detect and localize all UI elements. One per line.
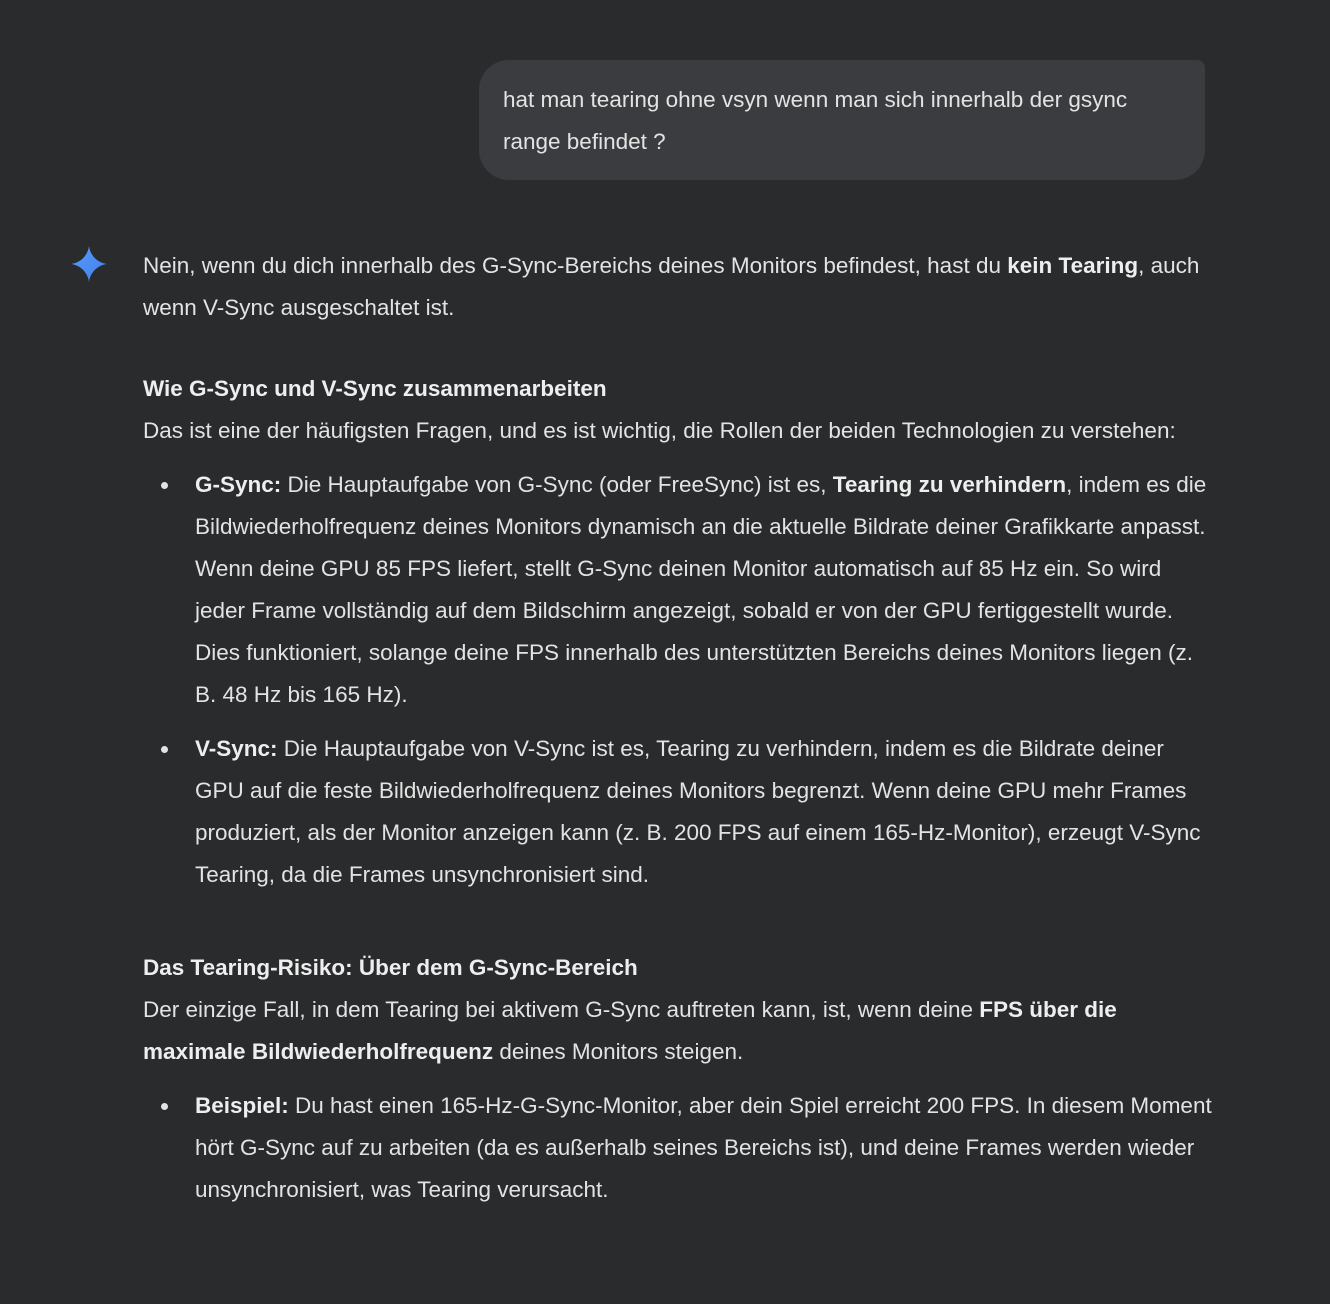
intro-paragraph: [143, 245, 1213, 329]
bullet-list: [143, 1085, 1213, 1211]
bullet-label: Beispiel:: [195, 1093, 289, 1118]
section-paragraph: Das ist eine der häufigsten Fragen, und es ist wichtig, die Rollen der beiden Technologien zu verstehen:: [143, 418, 1176, 443]
section-heading: Wie G-Sync und V-Sync zusammenarbeiten: [143, 376, 607, 401]
assistant-response: [143, 245, 1213, 1223]
bullet-list: [143, 464, 1213, 896]
intro-text: Nein, wenn du dich innerhalb des G-Sync-Bereichs deines Monitors befindest, hast du: [143, 253, 1008, 278]
intro-bold: kein Tearing: [1007, 253, 1139, 278]
list-item: [143, 728, 1213, 896]
bullet-bold: Tearing zu verhindern: [832, 472, 1067, 497]
paragraph-text-end: deines Monitors steigen.: [493, 1039, 744, 1064]
user-message-text: hat man tearing ohne vsyn wenn man sich innerhalb der gsync range befindet ?: [503, 87, 1128, 154]
list-item: [143, 464, 1213, 716]
gemini-sparkle-icon: [70, 245, 108, 283]
bullet-label: G-Sync:: [195, 472, 282, 497]
user-message-bubble: [479, 60, 1205, 180]
bullet-text-end: , indem es die Bildwiederholfrequenz deines Monitors dynamisch an die aktuelle Bildrate deiner Grafikkarte anpasst. Wenn deine GPU 85 FPS liefert, stellt G-Sync deinen Monitor automatisch auf 85 Hz ein. So wird jeder Frame vollständig auf dem Bildschirm angezeigt, sobald er von der GPU fertiggestellt wurde. Dies funktioniert, solange deine FPS innerhalb des unterstützten Bereichs deines Monitors liegen (z. B. 48 Hz bis 165 Hz).: [195, 472, 1207, 707]
paragraph-bold: FPS über die maximale Bildwiederholfrequenz: [143, 997, 1117, 1064]
bullet-label: V-Sync:: [195, 736, 278, 761]
bullet-text: Die Hauptaufgabe von G-Sync (oder FreeSync) ist es,: [281, 472, 833, 497]
section-paragraph: [143, 989, 1213, 1073]
list-item: [143, 1085, 1213, 1211]
paragraph-text: Der einzige Fall, in dem Tearing bei aktivem G-Sync auftreten kann, ist, wenn deine: [143, 997, 980, 1022]
bullet-text: Die Hauptaufgabe von V-Sync ist es, Tearing zu verhindern, indem es die Bildrate deiner GPU auf die feste Bildwiederholfrequenz deines Monitors begrenzt. Wenn deine GPU mehr Frames produziert, als der Monitor anzeigen kann (z. B. 200 FPS auf einem 165-Hz-Monitor), erzeugt V-Sync Tearing, da die Frames unsynchronisiert sind.: [195, 736, 1201, 887]
bullet-text: Du hast einen 165-Hz-G-Sync-Monitor, aber dein Spiel erreicht 200 FPS. In diesem Moment hört G-Sync auf zu arbeiten (da es außerhalb seines Bereichs ist), und deine Frames werden wieder unsynchronisiert, was Tearing verursacht.: [195, 1093, 1212, 1202]
section-heading: Das Tearing-Risiko: Über dem G-Sync-Bereich: [143, 955, 638, 980]
intro-text-end: , auch wenn V-Sync ausgeschaltet ist.: [143, 253, 1200, 320]
